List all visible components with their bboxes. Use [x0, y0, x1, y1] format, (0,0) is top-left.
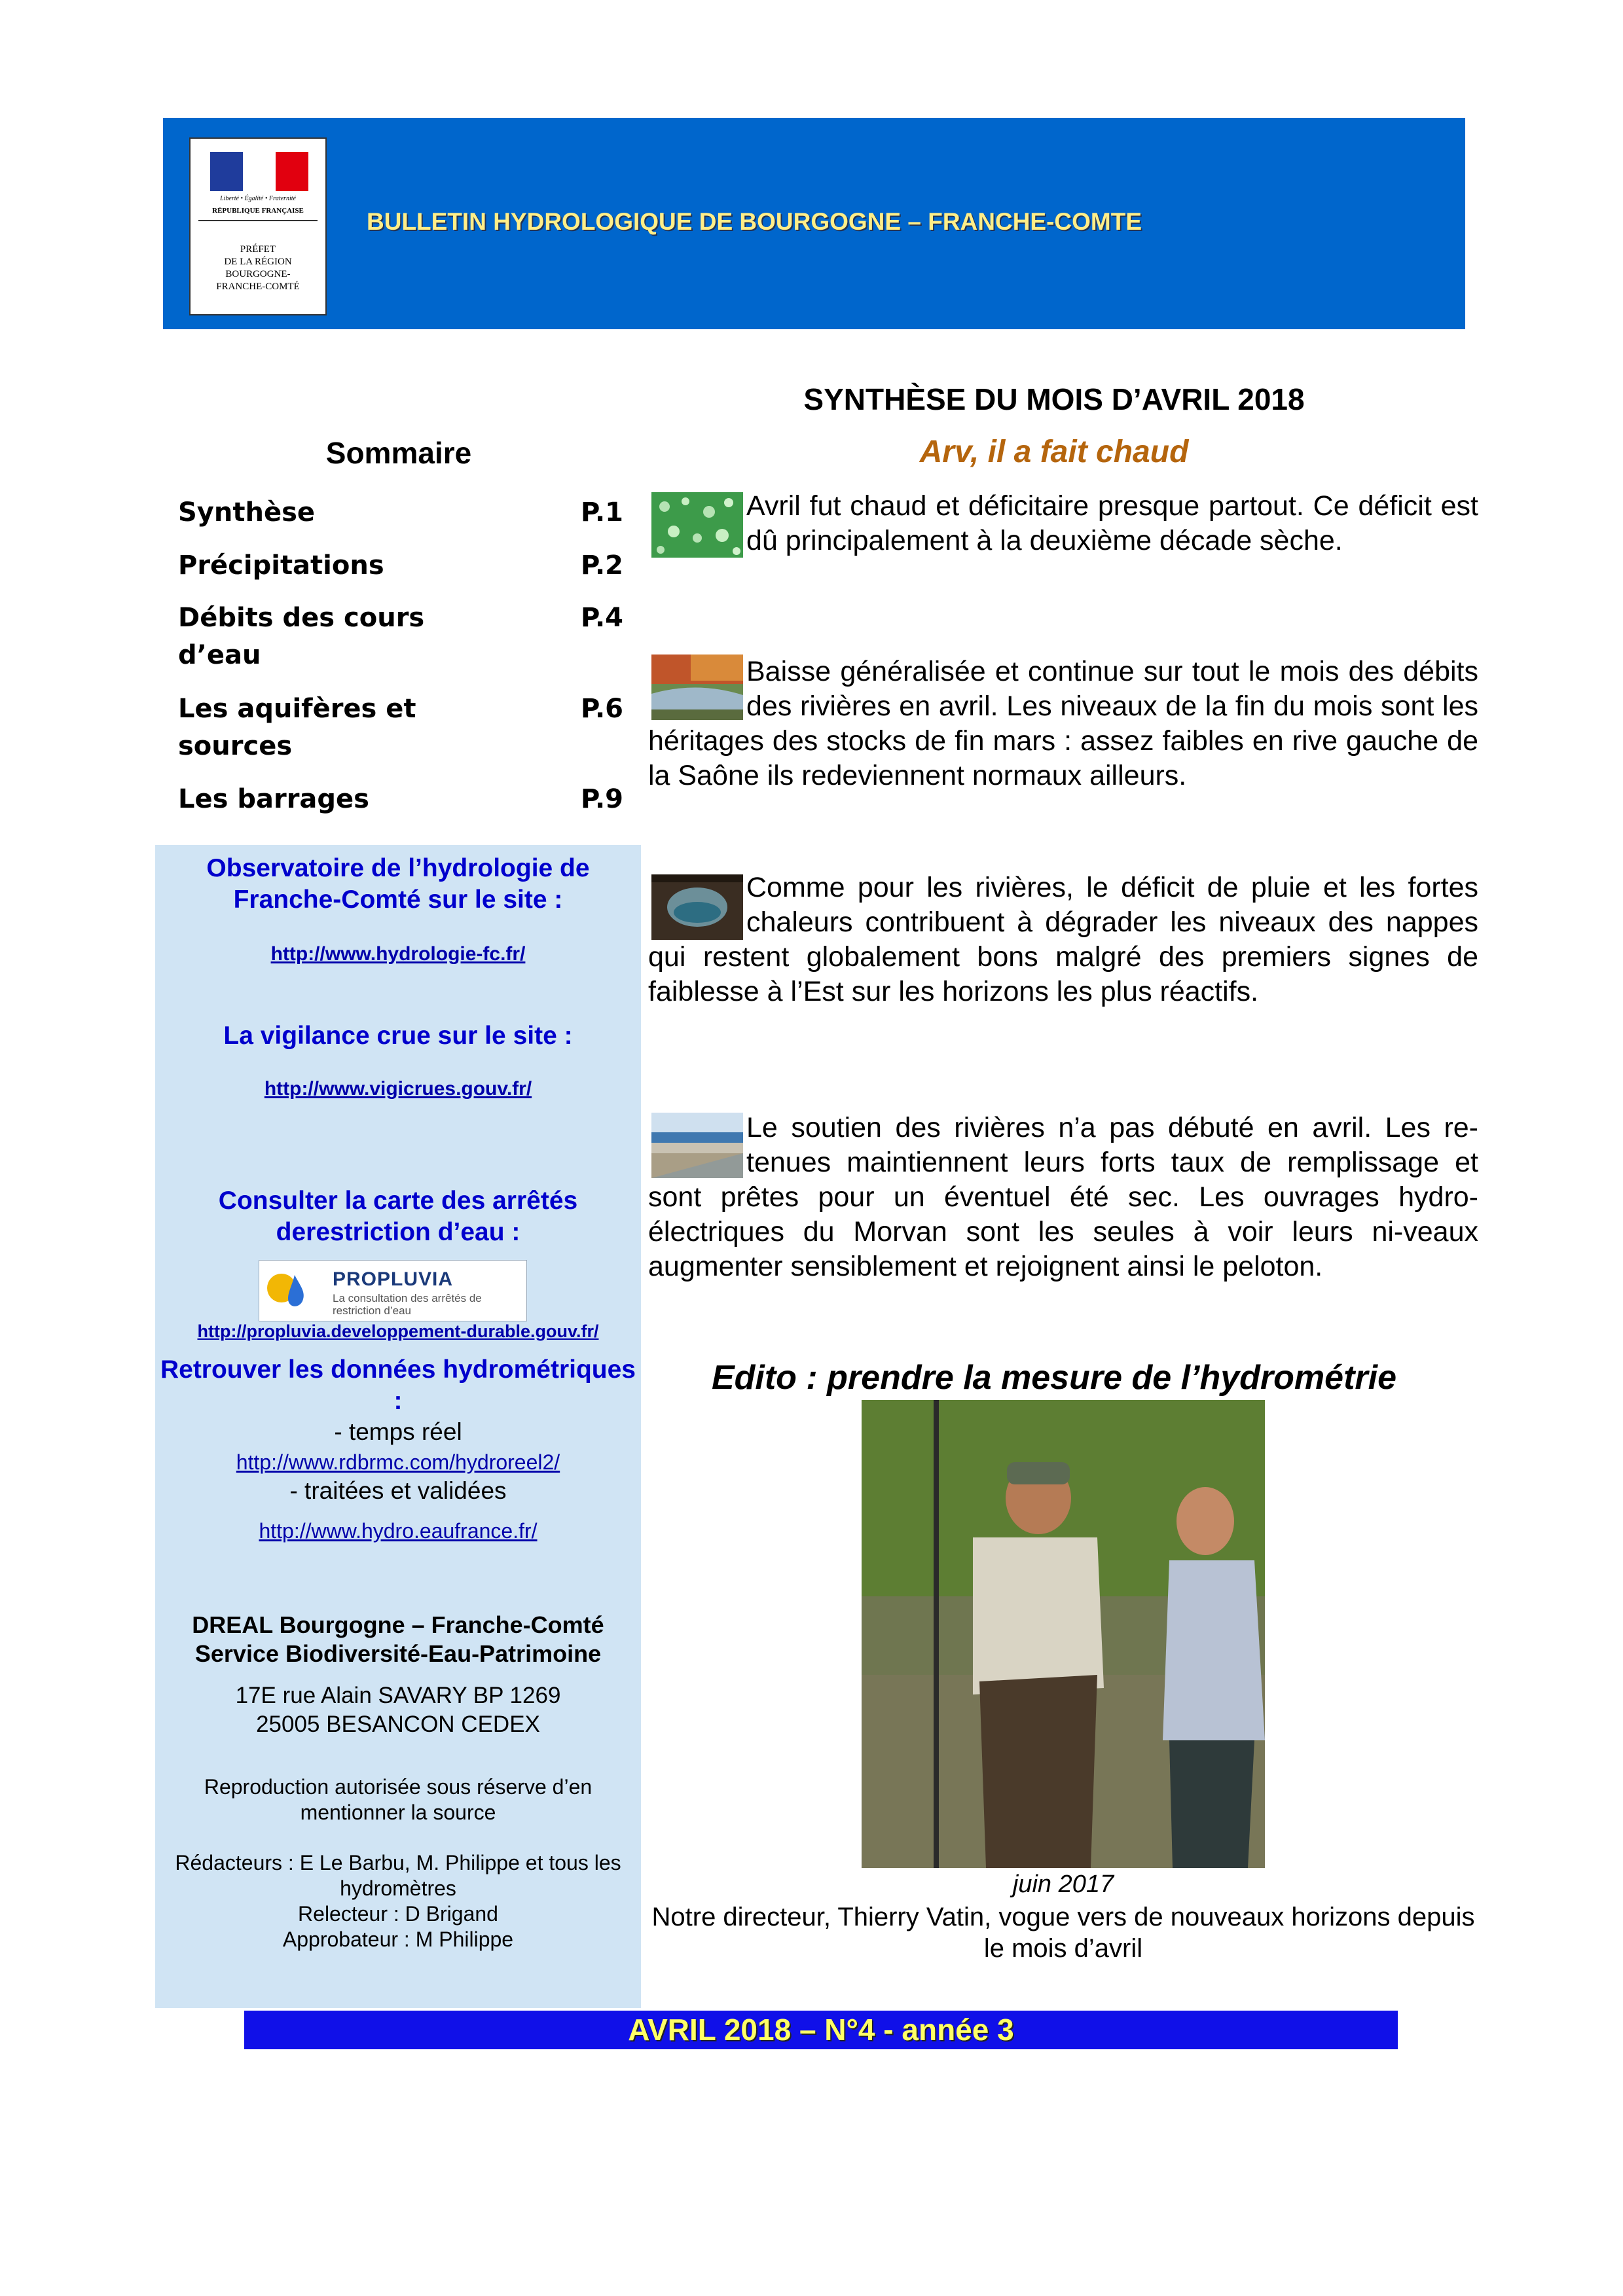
toc-page: P.2 [581, 550, 623, 581]
propluvia-drop-icon [266, 1268, 312, 1314]
prefet-line-1: PRÉFET [240, 244, 276, 255]
info-panel [155, 845, 641, 2008]
logo-prefet-text [191, 243, 325, 293]
logo-motto: Liberté • Égalité • Fraternité [220, 195, 296, 202]
propluvia-logo[interactable] [259, 1260, 527, 1321]
synthese-paragraph-4 [648, 1111, 1478, 1284]
reproduction-note: Reproduction autorisée sous réserve d’en mentionner la source [204, 1775, 593, 1824]
synthese-title: SYNTHÈSE DU MOIS D’AVRIL 2018 [803, 382, 1305, 416]
traitees-label: - traitées et validées [289, 1477, 507, 1504]
toc-item-precipitations[interactable] [178, 547, 623, 584]
logo-republic: RÉPUBLIQUE FRANÇAISE [212, 207, 304, 215]
toc-item-debits[interactable] [178, 600, 623, 674]
toc-label: Synthèse [178, 497, 316, 528]
toc-item-aquiferes[interactable] [178, 691, 623, 765]
sommaire-title: Sommaire [325, 436, 472, 470]
paragraph-text: Le soutien des rivières n’a pas débuté en avril. Les re-tenues maintiennent leurs forts taux de remplissage et sont prêtes pour un éventuel été sec. Les ouvrages hydro-électriques du Morvan sont les seules à voir leurs ni-veaux augmenter sensiblement et rejoignent ainsi le peloton. [648, 1112, 1478, 1282]
prefecture-logo [189, 137, 327, 315]
toc-label: Précipitations [178, 550, 384, 581]
temps-reel-label: - temps réel [334, 1418, 462, 1445]
temps-reel-link[interactable]: http://www.rdbrmc.com/hydroreel2/ [236, 1450, 560, 1474]
relecteur: Relecteur : D Brigand [298, 1902, 498, 1926]
dreal-line-1: DREAL Bourgogne – Franche-Comté [192, 1611, 604, 1638]
photo-text: Notre directeur, Thierry Vatin, vogue vers de nouveaux horizons depuis le mois d’avril [651, 1903, 1475, 1963]
donnees-heading: Retrouver les données hydrométriques : [160, 1355, 636, 1415]
paragraph-text: Baisse généralisée et continue sur tout le mois des débits des rivières en avril. Les niveaux de la fin du mois sont les héritages des stocks de fin mars : assez faibles en rive gauche de la Saône ils redeviennent normaux ailleurs. [648, 656, 1478, 791]
observatoire-link[interactable]: http://www.hydrologie-fc.fr/ [270, 943, 526, 965]
approbateur: Approbateur : M Philippe [282, 1928, 514, 1951]
paragraph-text: Comme pour les rivières, le déficit de pluie et les fortes chaleurs contribuent à dégrader les niveaux des nappes qui restent globalement bons malgré des premiers signes de faiblesse à l’Est sur les horizons les plus réactifs. [648, 872, 1478, 1007]
paragraph-text: Avril fut chaud et déficitaire presque partout. Ce déficit est dû principalement à la deuxième décade sèche. [746, 490, 1478, 556]
toc-label: Les aquifères et sources [178, 694, 416, 761]
marianne-flag-icon [210, 152, 308, 191]
synthese-paragraph-2 [648, 655, 1478, 793]
toc-item-barrages[interactable] [178, 781, 623, 818]
edito-title: Edito : prendre la mesure de l’hydrométrie [711, 1359, 1397, 1397]
synthese-subtitle: Arv, il a fait chaud [919, 435, 1189, 469]
prefet-line-3: BOURGOGNE- [225, 269, 291, 279]
address-line-1: 17E rue Alain SAVARY BP 1269 [235, 1683, 561, 1708]
address-line-2: 25005 BESANCON CEDEX [256, 1712, 540, 1737]
propluvia-link[interactable]: http://propluvia.developpement-durable.gouv.fr/ [197, 1321, 599, 1341]
prefet-line-4: FRANCHE-COMTÉ [216, 281, 300, 292]
synthese-paragraph-3 [648, 870, 1478, 1009]
toc-label: Débits des cours d’eau [178, 603, 425, 670]
bulletin-title: BULLETIN HYDROLOGIQUE DE BOURGOGNE – FRANCHE-COMTE [367, 208, 1142, 235]
vigilance-link[interactable]: http://www.vigicrues.gouv.fr/ [264, 1078, 532, 1100]
observatoire-heading: Observatoire de l’hydrologie de Franche-Comté sur le site : [206, 854, 590, 914]
toc-label: Les barrages [178, 784, 369, 814]
toc-page: P.1 [581, 497, 623, 528]
vigilance-heading: La vigilance crue sur le site : [223, 1022, 573, 1050]
toc-page: P.9 [581, 784, 623, 814]
arretes-heading: Consulter la carte des arrêtés derestriction d’eau : [218, 1187, 578, 1246]
toc-item-synthese[interactable] [178, 494, 623, 531]
prefet-line-2: DE LA RÉGION [224, 257, 292, 267]
footer-issue-text: AVRIL 2018 – N°4 - année 3 [628, 2013, 1014, 2047]
toc-page: P.4 [581, 603, 623, 633]
propluvia-name: PROPLUVIA [333, 1268, 454, 1290]
edito-photo [862, 1400, 1265, 1868]
toc-page: P.6 [581, 694, 623, 724]
logo-divider [198, 220, 318, 221]
photo-caption: juin 2017 [1012, 1871, 1114, 1898]
redacteurs: Rédacteurs : E Le Barbu, M. Philippe et tous les hydromètres [175, 1851, 621, 1900]
propluvia-subtitle: La consultation des arrêtés de restriction d’eau [333, 1292, 482, 1317]
traitees-link[interactable]: http://www.hydro.eaufrance.fr/ [259, 1519, 538, 1543]
synthese-paragraph-1 [648, 489, 1478, 558]
dreal-line-2: Service Biodiversité-Eau-Patrimoine [194, 1640, 602, 1667]
